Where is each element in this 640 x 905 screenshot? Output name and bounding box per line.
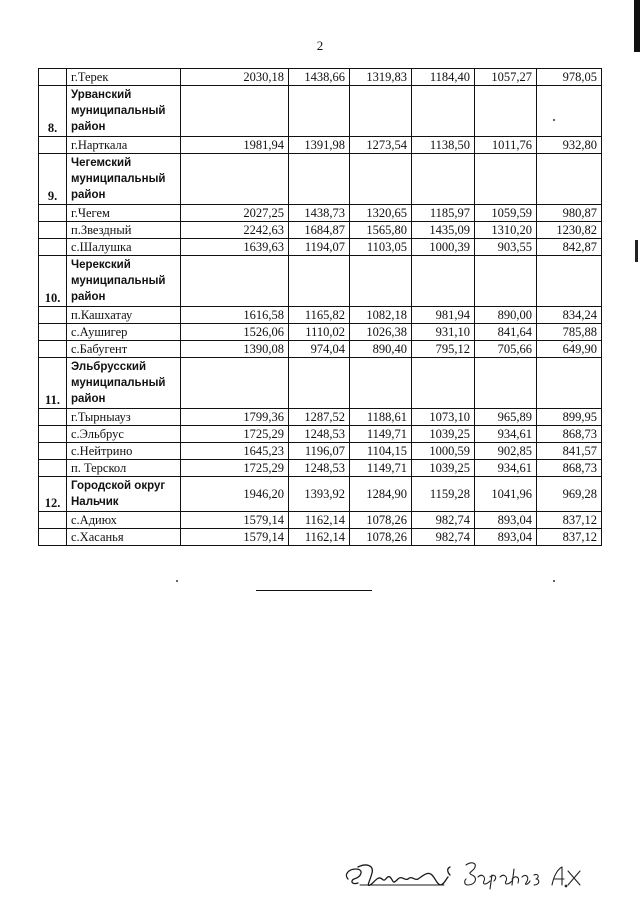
tariff-value-cell xyxy=(537,358,602,409)
tariff-value-cell: 1319,83 xyxy=(350,69,412,86)
tariff-value-cell xyxy=(537,154,602,205)
tariff-value-cell xyxy=(475,154,537,205)
tariff-value-cell: 899,95 xyxy=(537,409,602,426)
tariff-value-cell xyxy=(350,256,412,307)
tariff-value-cell: 980,87 xyxy=(537,205,602,222)
tariff-value-cell: 1078,26 xyxy=(350,529,412,546)
district-summary-row xyxy=(39,477,602,512)
tariff-value-cell: 1149,71 xyxy=(350,460,412,477)
settlement-name: г.Чегем xyxy=(67,205,181,222)
page-number: 2 xyxy=(316,38,324,53)
tariff-value-cell xyxy=(289,86,350,137)
tariff-value-cell: 982,74 xyxy=(412,529,475,546)
row-index xyxy=(39,529,67,546)
tariff-value-cell xyxy=(350,86,412,137)
tariff-value-cell: 1981,94 xyxy=(181,137,289,154)
tariff-value-cell: 1946,20 xyxy=(181,477,289,512)
row-index xyxy=(39,239,67,256)
tariff-value-cell: 1185,97 xyxy=(412,205,475,222)
row-index: 9. xyxy=(39,154,67,205)
tariff-value-cell: 1391,98 xyxy=(289,137,350,154)
tariff-value-cell: 1188,61 xyxy=(350,409,412,426)
settlement-name: п. Терскол xyxy=(67,460,181,477)
tariff-value-cell: 893,04 xyxy=(475,529,537,546)
table-body xyxy=(39,69,602,546)
tariff-value-cell xyxy=(289,154,350,205)
tariff-value-cell: 1000,59 xyxy=(412,443,475,460)
tariff-value-cell: 890,00 xyxy=(475,307,537,324)
tariff-value-cell: 1393,92 xyxy=(289,477,350,512)
row-index xyxy=(39,222,67,239)
tariff-value-cell: 1194,07 xyxy=(289,239,350,256)
tariff-value-cell: 1059,59 xyxy=(475,205,537,222)
tariff-value-cell xyxy=(412,154,475,205)
tariff-table xyxy=(38,68,602,546)
district-name: Эльбрусский муниципальный район xyxy=(67,358,181,409)
row-index: 11. xyxy=(39,358,67,409)
settlement-name: с.Шалушка xyxy=(67,239,181,256)
tariff-value-cell: 1082,18 xyxy=(350,307,412,324)
tariff-value-cell: 1438,66 xyxy=(289,69,350,86)
tariff-value-cell xyxy=(289,358,350,409)
tariff-value-cell: 1725,29 xyxy=(181,460,289,477)
tariff-value-cell: 1273,54 xyxy=(350,137,412,154)
row-index xyxy=(39,69,67,86)
row-index xyxy=(39,137,67,154)
tariff-value-cell: 1320,65 xyxy=(350,205,412,222)
tariff-value-cell: 1579,14 xyxy=(181,512,289,529)
tariff-value-cell: 785,88 xyxy=(537,324,602,341)
tariff-value-cell xyxy=(537,256,602,307)
row-index xyxy=(39,460,67,477)
scan-speck xyxy=(571,340,573,342)
scan-edge-mark xyxy=(635,240,638,262)
tariff-value-cell: 1565,80 xyxy=(350,222,412,239)
settlement-name: с.Адиюх xyxy=(67,512,181,529)
tariff-value-cell: 1162,14 xyxy=(289,529,350,546)
row-index: 8. xyxy=(39,86,67,137)
settlement-name: с.Хасанья xyxy=(67,529,181,546)
tariff-value-cell: 1284,90 xyxy=(350,477,412,512)
tariff-value-cell: 903,55 xyxy=(475,239,537,256)
district-name: Чегемский муниципальный район xyxy=(67,154,181,205)
tariff-value-cell: 1039,25 xyxy=(412,460,475,477)
tariff-value-cell: 1639,63 xyxy=(181,239,289,256)
tariff-value-cell: 868,73 xyxy=(537,460,602,477)
settlement-row xyxy=(39,341,602,358)
tariff-value-cell xyxy=(475,86,537,137)
tariff-value-cell: 2242,63 xyxy=(181,222,289,239)
settlement-row xyxy=(39,69,602,86)
tariff-value-cell: 1248,53 xyxy=(289,426,350,443)
tariff-value-cell: 893,04 xyxy=(475,512,537,529)
tariff-value-cell: 974,04 xyxy=(289,341,350,358)
tariff-value-cell: 965,89 xyxy=(475,409,537,426)
settlement-name: п.Звездный xyxy=(67,222,181,239)
settlement-row xyxy=(39,324,602,341)
tariff-value-cell xyxy=(181,86,289,137)
tariff-value-cell: 1104,15 xyxy=(350,443,412,460)
settlement-name: г.Нарткала xyxy=(67,137,181,154)
row-index xyxy=(39,443,67,460)
tariff-value-cell: 931,10 xyxy=(412,324,475,341)
tariff-value-cell: 1799,36 xyxy=(181,409,289,426)
tariff-value-cell xyxy=(181,154,289,205)
tariff-value-cell: 1435,09 xyxy=(412,222,475,239)
tariff-value-cell: 649,90 xyxy=(537,341,602,358)
district-row xyxy=(39,154,602,205)
tariff-value-cell: 1438,73 xyxy=(289,205,350,222)
tariff-value-cell: 981,94 xyxy=(412,307,475,324)
tariff-value-cell: 890,40 xyxy=(350,341,412,358)
tariff-value-cell xyxy=(412,358,475,409)
settlement-row xyxy=(39,460,602,477)
tariff-value-cell: 1230,82 xyxy=(537,222,602,239)
tariff-value-cell: 705,66 xyxy=(475,341,537,358)
separator-line xyxy=(256,590,372,591)
tariff-value-cell: 1184,40 xyxy=(412,69,475,86)
tariff-value-cell: 2030,18 xyxy=(181,69,289,86)
tariff-value-cell: 1149,71 xyxy=(350,426,412,443)
tariff-value-cell: 934,61 xyxy=(475,460,537,477)
tariff-value-cell: 1110,02 xyxy=(289,324,350,341)
tariff-value-cell: 1390,08 xyxy=(181,341,289,358)
tariff-value-cell: 1138,50 xyxy=(412,137,475,154)
tariff-value-cell: 969,28 xyxy=(537,477,602,512)
settlement-row xyxy=(39,443,602,460)
settlement-row xyxy=(39,426,602,443)
scan-edge-mark xyxy=(634,0,640,52)
tariff-value-cell: 978,05 xyxy=(537,69,602,86)
tariff-value-cell: 1165,82 xyxy=(289,307,350,324)
row-index xyxy=(39,324,67,341)
tariff-value-cell: 1041,96 xyxy=(475,477,537,512)
tariff-value-cell: 982,74 xyxy=(412,512,475,529)
tariff-value-cell xyxy=(537,86,602,137)
tariff-value-cell: 2027,25 xyxy=(181,205,289,222)
district-name: Урванский муниципальный район xyxy=(67,86,181,137)
district-row xyxy=(39,358,602,409)
scan-speck xyxy=(176,580,178,582)
settlement-name: с.Аушигер xyxy=(67,324,181,341)
settlement-row xyxy=(39,137,602,154)
district-name: Городской округ Нальчик xyxy=(67,477,181,512)
tariff-value-cell: 841,57 xyxy=(537,443,602,460)
row-index xyxy=(39,307,67,324)
tariff-value-cell xyxy=(181,256,289,307)
settlement-name: с.Нейтрино xyxy=(67,443,181,460)
district-row xyxy=(39,86,602,137)
tariff-value-cell xyxy=(412,256,475,307)
tariff-value-cell: 868,73 xyxy=(537,426,602,443)
scan-speck xyxy=(553,119,555,121)
tariff-value-cell: 1616,58 xyxy=(181,307,289,324)
settlement-row xyxy=(39,205,602,222)
tariff-value-cell: 842,87 xyxy=(537,239,602,256)
tariff-value-cell: 1162,14 xyxy=(289,512,350,529)
tariff-value-cell: 902,85 xyxy=(475,443,537,460)
handwritten-signature xyxy=(340,855,590,900)
tariff-value-cell xyxy=(412,86,475,137)
settlement-row xyxy=(39,529,602,546)
tariff-value-cell: 841,64 xyxy=(475,324,537,341)
tariff-value-cell: 834,24 xyxy=(537,307,602,324)
tariff-value-cell: 1073,10 xyxy=(412,409,475,426)
tariff-value-cell xyxy=(475,256,537,307)
tariff-value-cell: 1103,05 xyxy=(350,239,412,256)
tariff-value-cell: 932,80 xyxy=(537,137,602,154)
tariff-value-cell xyxy=(289,256,350,307)
tariff-value-cell: 1725,29 xyxy=(181,426,289,443)
tariff-value-cell: 1684,87 xyxy=(289,222,350,239)
row-index: 10. xyxy=(39,256,67,307)
tariff-value-cell: 934,61 xyxy=(475,426,537,443)
settlement-row xyxy=(39,239,602,256)
settlement-name: с.Бабугент xyxy=(67,341,181,358)
tariff-value-cell: 1057,27 xyxy=(475,69,537,86)
row-index xyxy=(39,512,67,529)
settlement-name: г.Терек xyxy=(67,69,181,86)
row-index xyxy=(39,426,67,443)
settlement-name: п.Кашхатау xyxy=(67,307,181,324)
tariff-value-cell xyxy=(350,154,412,205)
settlement-row xyxy=(39,409,602,426)
tariff-value-cell: 837,12 xyxy=(537,512,602,529)
settlement-name: с.Эльбрус xyxy=(67,426,181,443)
settlement-row xyxy=(39,307,602,324)
tariff-value-cell: 1248,53 xyxy=(289,460,350,477)
settlement-name: г.Тырныауз xyxy=(67,409,181,426)
tariff-value-cell: 1579,14 xyxy=(181,529,289,546)
row-index: 12. xyxy=(39,477,67,512)
district-row xyxy=(39,256,602,307)
tariff-value-cell xyxy=(181,358,289,409)
settlement-row xyxy=(39,512,602,529)
row-index xyxy=(39,341,67,358)
tariff-value-cell: 1196,07 xyxy=(289,443,350,460)
tariff-value-cell xyxy=(350,358,412,409)
row-index xyxy=(39,205,67,222)
scan-speck xyxy=(553,580,555,582)
tariff-value-cell: 795,12 xyxy=(412,341,475,358)
settlement-row xyxy=(39,222,602,239)
tariff-value-cell: 1287,52 xyxy=(289,409,350,426)
tariff-value-cell: 1026,38 xyxy=(350,324,412,341)
tariff-value-cell: 1011,76 xyxy=(475,137,537,154)
tariff-value-cell: 1645,23 xyxy=(181,443,289,460)
tariff-value-cell xyxy=(475,358,537,409)
tariff-value-cell: 1159,28 xyxy=(412,477,475,512)
tariff-value-cell: 837,12 xyxy=(537,529,602,546)
district-name: Черекский муниципальный район xyxy=(67,256,181,307)
tariff-value-cell: 1078,26 xyxy=(350,512,412,529)
tariff-value-cell: 1310,20 xyxy=(475,222,537,239)
row-index xyxy=(39,409,67,426)
tariff-value-cell: 1000,39 xyxy=(412,239,475,256)
tariff-value-cell: 1039,25 xyxy=(412,426,475,443)
tariff-value-cell: 1526,06 xyxy=(181,324,289,341)
